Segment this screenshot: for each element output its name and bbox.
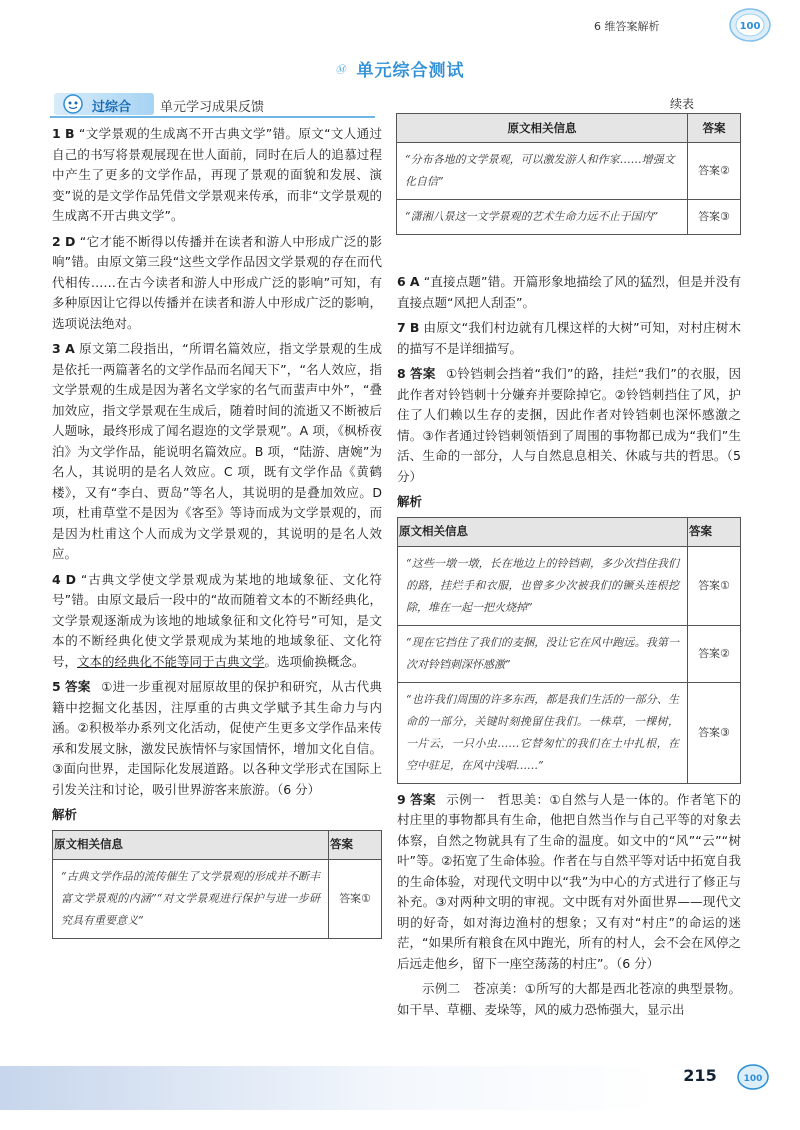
answer-item-9 [397,790,741,975]
table-cell-info: “分布各地的文学景观，可以激发游人和作家……增强文化自信” [397,143,688,200]
answer-label: 答案 [410,366,436,381]
answer-item-3 [52,339,382,565]
page-title: 单元综合测试 [356,61,465,81]
answer-item-7 [397,318,741,359]
page-number: 215 [683,1066,717,1085]
answer-item-5 [52,677,382,800]
table-cell-answer: 答案② [688,143,741,200]
question-number: 6 [397,274,406,289]
answer-text: “直接点题”错。开篇形象地描绘了风的猛烈，但是并没有直接点题“风把人刮歪”。 [397,274,741,310]
answer-item-2 [52,232,382,335]
question-number: 8 [397,366,406,381]
analysis-table [397,517,741,784]
section-badge [54,93,154,115]
svg-text:100: 100 [739,21,761,32]
footer-decor-band [0,1066,660,1110]
header-label: 6 维答案解析 [594,20,660,33]
answer-letter: B [409,320,420,335]
answer-text: “古典文学使文学景观成为某地的地域象征、文化符号”错。由原文最后一段中的“故而随着文本的不断经典化，文学景观逐渐成为该地的地域象征和文化符号”可知，是文本的不断经典化使文学景观成为某地的地域象征、文化符号， [52,571,382,669]
left-column [52,124,382,939]
answer-text: ①进一步重视对屈原故里的保护和研究，从古代典籍中挖掘文化基因，注厚重的古典文学赋予其生命力与内涵。②积极举办系列文化活动，促使产生更多文学作品来传承和发展文脉，激发民族情怀与家国情怀，增加文化自信。③面向世界，走国际化发展道路。以各种文学形式在国际上引发关注和讨论，吸引世界游客来旅游。（6 分） [52,679,382,797]
logo-seal-icon [728,6,772,44]
analysis-heading: 解析 [52,807,78,822]
table-cell-info: “这些一墩一墩，长在地边上的铃铛刺，多少次挡住我们的路，挂烂手和衣服，也曾多少次被我们的镢头连根挖除，堆在一起一把火烧掉” [398,546,688,625]
answer-letter: A [65,341,75,356]
answer-item-6 [397,272,741,313]
continued-table-wrap [396,113,741,235]
analysis-table [52,830,382,939]
section-subtitle: 单元学习成果反馈 [160,100,265,115]
mascot-icon [60,93,86,115]
table-row [53,859,382,938]
table-cell-info: “现在它挡住了我们的麦捆，没让它在风中跑远。我第一次对铃铛刺深怀感激” [398,625,688,682]
analysis-heading: 解析 [397,494,423,509]
table-row [398,682,741,783]
answer-letter: D [65,571,76,587]
table-header-answer: 答案 [688,517,741,546]
table-header-answer: 答案 [688,114,741,143]
answer-text-end: 。选项偷换概念。 [264,653,365,669]
table-cell-answer: 答案③ [688,200,741,235]
title-decor-icon: Ⓜ [335,65,346,76]
answer-text: 示例一 哲思美：①自然与人是一体的。作者笔下的村庄里的事物都具有生命，他把自然当作与自己平等的对象去体察，自然之物就具有了生命的温度。如文中的“风”“云”“树叶”等。②拓宽了生命体验。作者在与自然平等对话中拓宽自我的生命体验，对现代文明中以“我”为中心的方式进行了修正与补充。③对两种文明的审视。文中既有对外面世界——现代文明的好奇，如对海边渔村的想象；又有对“村庄”的命运的迷茫，“如果所有粮食在风中跑光，所有的村人，会不会在风停之后远走他乡，留下一座空荡荡的村庄”。（6 分） [397,791,741,971]
table-row [398,546,741,625]
continued-table [396,113,741,235]
answer-label: 答案 [65,679,91,694]
answer-text: “它才能不断得以传播并在读者和游人中形成广泛的影响”错。由原文第三段“这些文学作品因文学景观的存在而代代相传……在古今读者和游人中形成广泛的影响”可知，有多种原因让它得以传播并在读者和游人中形成广泛的影响，选项说法绝对。 [52,233,382,331]
question-number: 7 [397,320,406,335]
table-cell-answer: 答案① [329,859,382,938]
question-number: 1 [52,126,61,141]
answer-text: 原文第二段指出，“所谓名篇效应，指文学景观的生成是依托一两篇著名的文学作品而名闻天下”，“名人效应，指文学景观的生成是因为著名文学家的名气而蜚声中外”，“叠加效应，指文学景观在生成后，随着时间的流逝又不断被后人题咏，最终形成了闻名遐迩的文学景观”。A 项，《枫桥夜泊》为文学作品，能说明名篇效应。B 项，“陆游、唐婉”为名人，其说明的是名人效应。C 项，既有文学作品《黄鹤楼》，又有“李白、贾岛”等名人，其说明的是叠加效应。D 项，杜甫草堂不是因为《客至》等诗而成为文学景观的，而是因为杜甫这个人而成为文学景观的，其说明的是名人效应。 [52,341,383,561]
table-row [398,625,741,682]
table-cell-info: “也许我们周围的许多东西，都是我们生活的一部分、生命的一部分，关键时刻挽留住我们。一株草，一棵树，一片云，一只小虫……它替匆忙的我们在土中扎根，在空中驻足，在风中浅唱……” [398,682,688,783]
table-cell-answer: 答案③ [688,682,741,783]
answer-item-4 [52,570,382,673]
answer-label: 答案 [410,791,436,807]
table-cell-answer: 答案① [688,546,741,625]
answer-text: 由原文“我们村边就有几棵这样的大树”可知，对村庄树木的描写不是详细描写。 [397,320,741,356]
table-header-info: 原文相关信息 [398,517,688,546]
table-cell-info: “古典文学作品的流传催生了文学景观的形成并不断丰富文学景观的内涵”“对文学景观进行保护与进一步研究具有重要意义” [53,859,329,938]
section-badge-label: 过综合 [92,100,132,115]
right-column [397,272,741,1025]
question-number: 3 [52,341,61,356]
table-header-row [397,114,741,143]
table-cell-answer: 答案② [688,625,741,682]
question-number: 5 [52,679,61,694]
answer-item-1 [52,124,382,227]
question-number: 9 [397,791,406,807]
table-row [397,143,741,200]
answer-item-9-example-2 [397,979,741,1020]
answer-text: ①铃铛刺会挡着“我们”的路，挂烂“我们”的衣服，因此作者对铃铛刺十分嫌弃并要除掉它。②铃铛刺挡住了风，护住了人们赖以生存的麦捆，因此作者对铃铛刺也深怀感激之情。③作者通过铃铛刺领悟到了周围的事物都已成为“我们”生活、生命的一部分，人与自然息息相关、休戚与共的哲思。（5 分） [397,366,741,484]
question-number: 4 [52,571,61,587]
underlined-text: 文本的经典化不能等同于古典文学 [77,653,265,669]
table-header-answer: 答案 [329,830,382,859]
answer-item-8 [397,364,741,487]
table-cell-info: “潇湘八景这一文学景观的艺术生命力远不止于国内” [397,200,688,235]
page-title-wrap [0,56,800,81]
answer-letter: D [65,233,76,249]
question-number: 2 [52,233,61,249]
table-header-info: 原文相关信息 [397,114,688,143]
svg-text:100: 100 [743,1074,763,1084]
table-header-row [398,517,741,546]
answer-letter: B [65,126,75,141]
table-header-row [53,830,382,859]
seal-icon [736,1062,770,1092]
answer-letter: A [409,274,420,289]
page-number-badge [670,1062,770,1094]
table-row [397,200,741,235]
answer-text: 示例二 苍凉美：①所写的大都是西北苍凉的典型景物。如干旱、草棚、麦垛等，风的威力恐怖强大，显示出 [397,981,741,1017]
answer-text: “文学景观的生成离不开古典文学”错。原文“文人通过自己的书写将景观展现在世人面前，同时在后人的追慕过程中产生了更多的文学作品，再现了景观的面貌和发展、演变”说的是文学作品凭借文学景观来传承，而非“文学景观的生成离不开古典文学”。 [52,126,382,223]
table-header-info: 原文相关信息 [53,830,329,859]
section-banner [50,92,375,118]
continued-label: 续表 [670,97,695,111]
